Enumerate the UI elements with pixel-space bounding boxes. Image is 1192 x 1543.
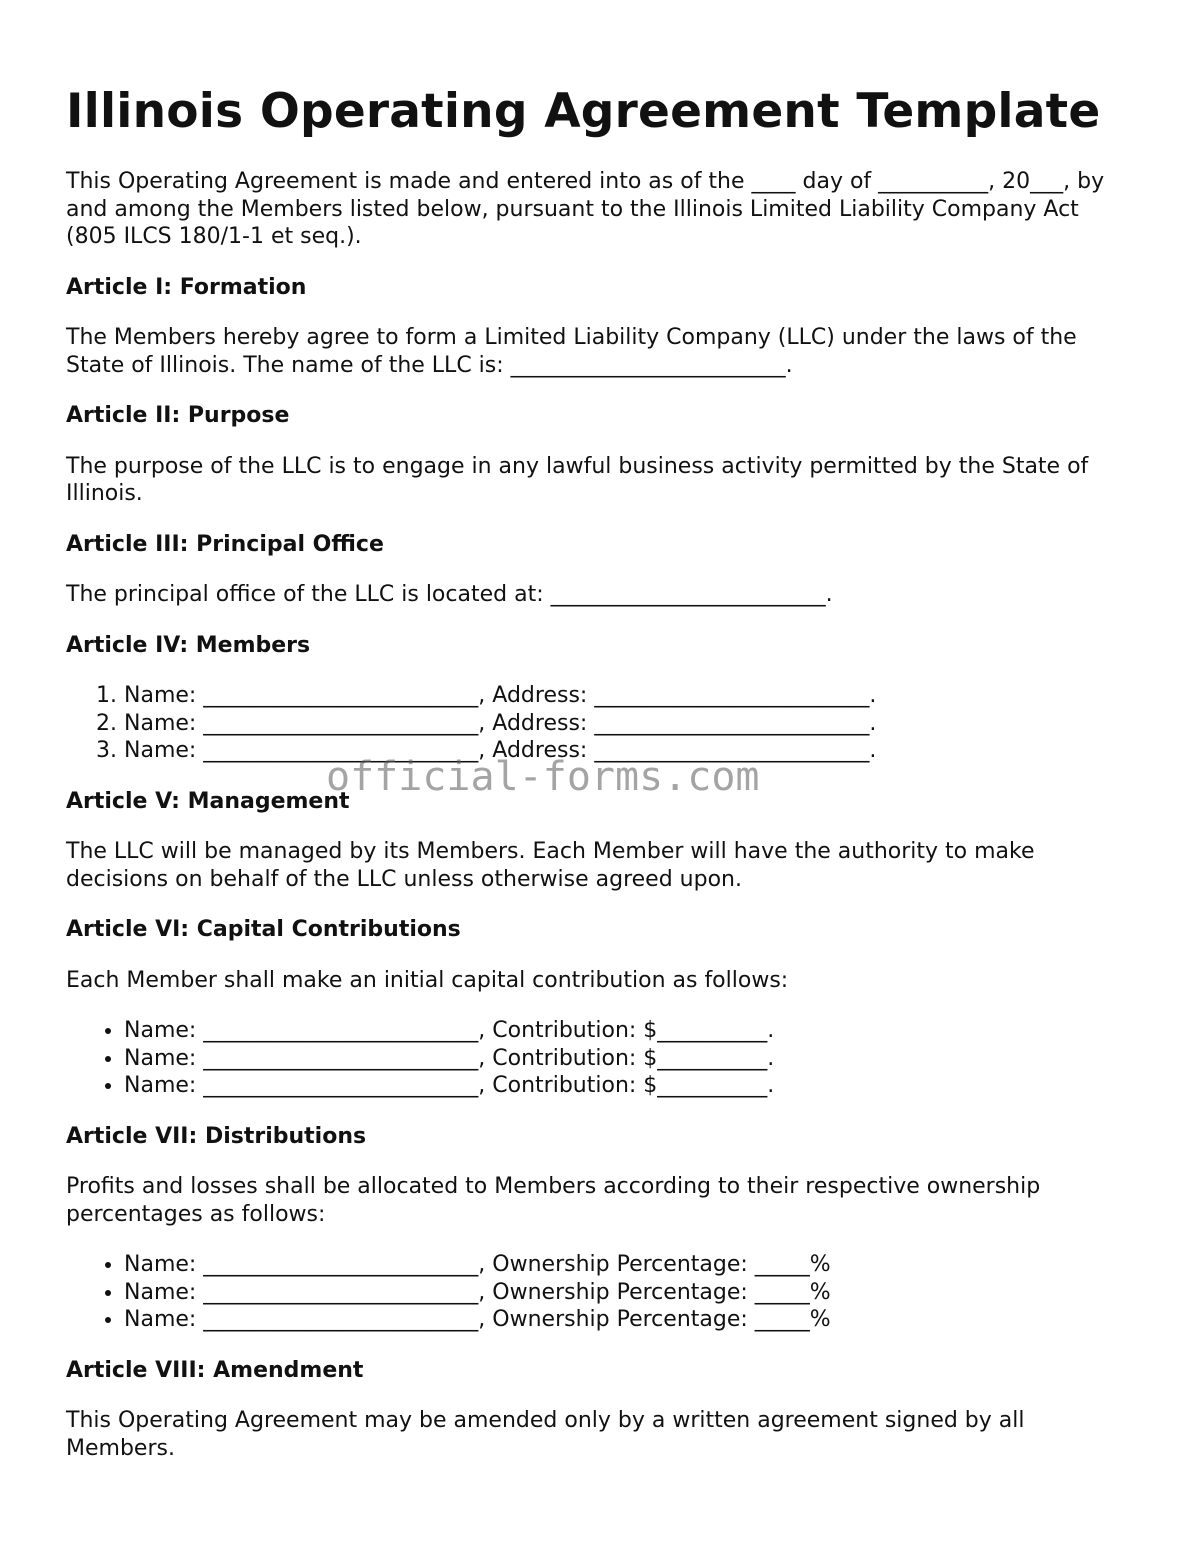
- article-6-text: Each Member shall make an initial capital contribution as follows:: [66, 967, 789, 993]
- list-item: 2. Name: _________________________, Address: _________________________.: [124, 710, 1136, 738]
- list-item: • Name: _________________________, Ownership Percentage: _____%: [124, 1306, 1136, 1334]
- article-7-text: Profits and losses shall be allocated to Members according to their respective ownership percentages as follows:: [66, 1174, 1041, 1227]
- article-6-heading: Article VI: Capital Contributions: [66, 917, 461, 942]
- list-item: 1. Name: _________________________, Address: _________________________.: [124, 682, 1136, 710]
- article-1-heading: Article I: Formation: [66, 274, 307, 300]
- list-item: • Name: _________________________, Contribution: $__________.: [124, 1072, 1136, 1100]
- article-8-heading: Article VIII: Amendment: [66, 1357, 364, 1383]
- watermark: official-forms.com: [326, 754, 760, 800]
- article-3-text: The principal office of the LLC is located at: _________________________.: [66, 582, 833, 607]
- document-page: [66, 80, 1136, 1485]
- article-2-heading: Article II: Purpose: [66, 403, 290, 428]
- list-item: • Name: _________________________, Contribution: $__________.: [124, 1017, 1136, 1045]
- ownership-list: [66, 1251, 1136, 1334]
- article-5-text: The LLC will be managed by its Members. Each Member will have the authority to make decisions on behalf of the LLC unless otherwise agreed upon.: [66, 839, 1035, 892]
- list-item: • Name: _________________________, Contribution: $__________.: [124, 1045, 1136, 1073]
- list-item: 3. Name: _________________________, Address: _________________________.: [124, 737, 1136, 765]
- page-title: Illinois Operating Agreement Template: [66, 84, 1101, 139]
- article-7-heading: Article VII: Distributions: [66, 1123, 367, 1149]
- article-8-text: This Operating Agreement may be amended only by a written agreement signed by all Members.: [66, 1408, 1025, 1461]
- article-2-text: The purpose of the LLC is to engage in any lawful business activity permitted by the State of Illinois.: [66, 453, 1089, 506]
- contributions-list: [66, 1017, 1136, 1100]
- intro-paragraph: This Operating Agreement is made and entered into as of the ____ day of __________, 20___, by and among the Members listed below, pursuant to the Illinois Limited Liability Company Act (805 ILCS 180/1-1 et seq.).: [66, 169, 1105, 249]
- article-5-heading: Article V: Management: [66, 788, 350, 814]
- members-list: [66, 682, 1136, 765]
- article-1-text: The Members hereby agree to form a Limited Liability Company (LLC) under the laws of the State of Illinois. The name of the LLC is: _________________________.: [66, 325, 1077, 378]
- list-item: • Name: _________________________, Ownership Percentage: _____%: [124, 1279, 1136, 1307]
- article-3-heading: Article III: Principal Office: [66, 531, 384, 557]
- list-item: • Name: _________________________, Ownership Percentage: _____%: [124, 1251, 1136, 1279]
- article-4-heading: Article IV: Members: [66, 632, 311, 658]
